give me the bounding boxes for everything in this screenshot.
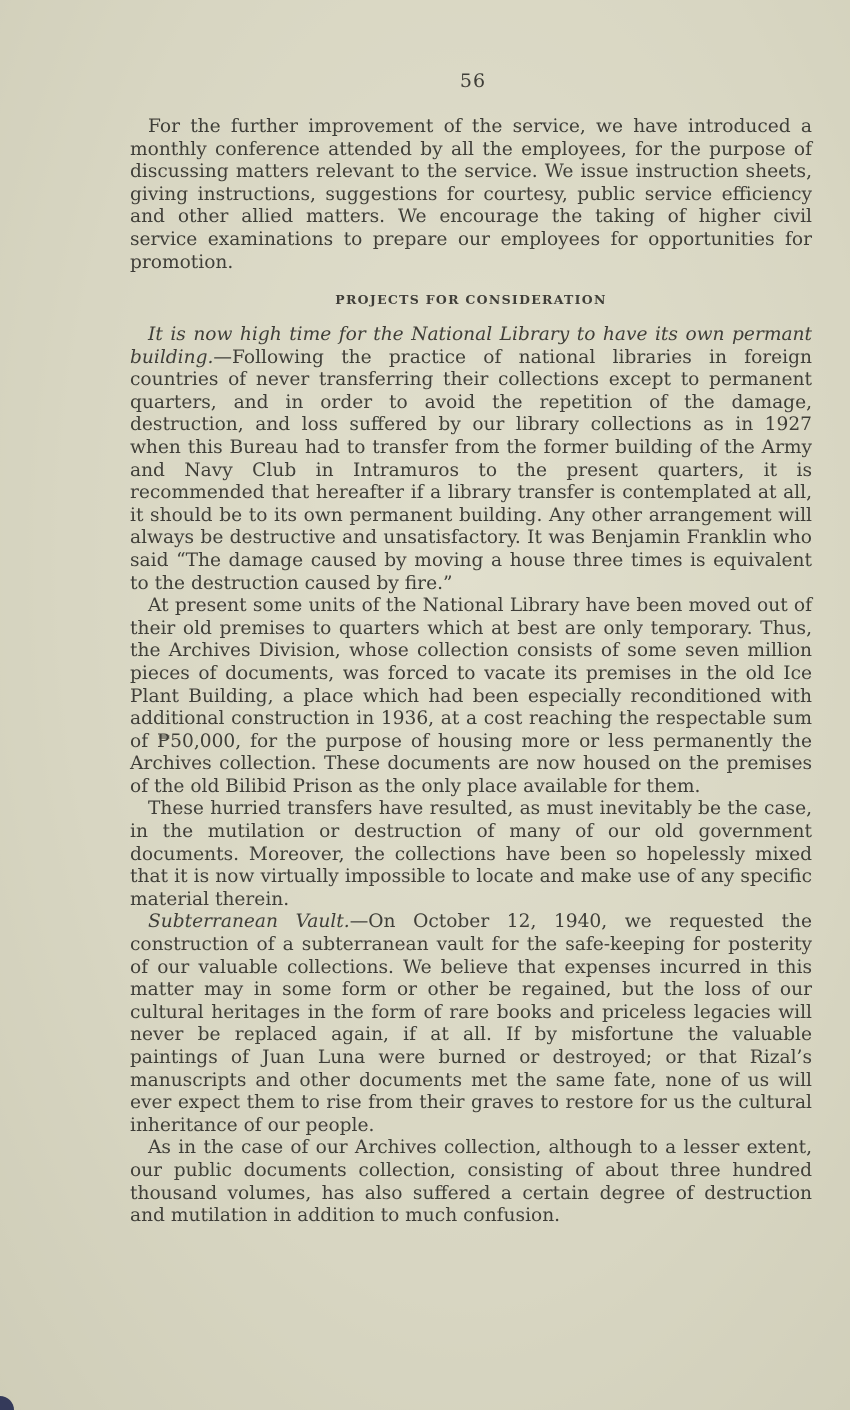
page-number: 56 bbox=[459, 70, 487, 92]
section-body bbox=[130, 324, 812, 1228]
paragraph-subterranean-vault bbox=[130, 911, 812, 1137]
page-corner-shadow bbox=[0, 1396, 14, 1410]
paragraph-text-subterranean-vault: —On October 12, 1940, we requested the construction of a subterranean vault for the safe-keeping for posterity of our valuable collections. We believe that expenses incurred in this matter may in some form or other be regained, but the loss of our cultural heritages in the form of rare books and priceless legacies will never be replaced again, if at all. If by misfortune the valuable paintings of Juan Luna were burned or destroyed; or that Rizal’s manuscripts and other documents met the same fate, none of us will ever expect them to rise from their graves to restore for us the cultural inheritance of our people. bbox=[130, 911, 812, 1136]
paragraph-hurried-transfers: These hurried transfers have resulted, as must inevitably be the case, in the mutilation or destruction of many of our old government documents. Moreover, the collections have been so hopelessly mixed that it is now virtually impossible to locate and make use of any specific material therein. bbox=[130, 798, 812, 910]
paragraph-lead-subterranean-vault: Subterranean Vault. bbox=[148, 911, 350, 933]
section-heading: PROJECTS FOR CONSIDERATION bbox=[335, 292, 607, 307]
paragraph-text-permanent-building: —Following the practice of national libraries in foreign countries of never transferring their collections except to permanent quarters, and in order to avoid the repetition of the damage, destruction, and loss suffered by our library collections as in 1927 when this Bureau had to transfer from the former building of the Army and Navy Club in Intramuros to the present quarters, it is recommended that hereafter if a library transfer is contemplated at all, it should be to its own permanent building. Any other arrangement will always be destructive and unsatisfactory. It was Benjamin Franklin who said “The damage caused by moving a house three times is equivalent to the destruction caused by fire.” bbox=[130, 346, 812, 594]
paragraph-permanent-building bbox=[130, 324, 812, 595]
paragraph-public-documents: As in the case of our Archives collection, although to a lesser extent, our public documents collection, consisting of about three hundred thousand volumes, has also suffered a certain degree of destruction and mutilation in addition to much confusion. bbox=[130, 1137, 812, 1227]
paragraph-archives-transfer: At present some units of the National Library have been moved out of their old premises to quarters which at best are only temporary. Thus, the Archives Division, whose collection consists of some seven million pieces of documents, was forced to vacate its premises in the old Ice Plant Building, a place which had been especially reconditioned with additional construction in 1936, at a cost reaching the respectable sum of ₱50,000, for the purpose of housing more or less permanently the Archives collection. These documents are now housed on the premises of the old Bilibid Prison as the only place available for them. bbox=[130, 595, 812, 797]
paragraph-lead-permanent-building: It is now high time for the National Library to have its own permant building. bbox=[130, 324, 812, 368]
intro-section bbox=[130, 116, 812, 274]
intro-paragraph: For the further improvement of the service, we have introduced a monthly conference attended by all the employees, for the purpose of discussing matters relevant to the service. We issue instruction sheets, giving instructions, suggestions for courtesy, public service efficiency and other allied matters. We encourage the taking of higher civil service examinations to prepare our employees for opportunities for promotion. bbox=[130, 116, 812, 273]
